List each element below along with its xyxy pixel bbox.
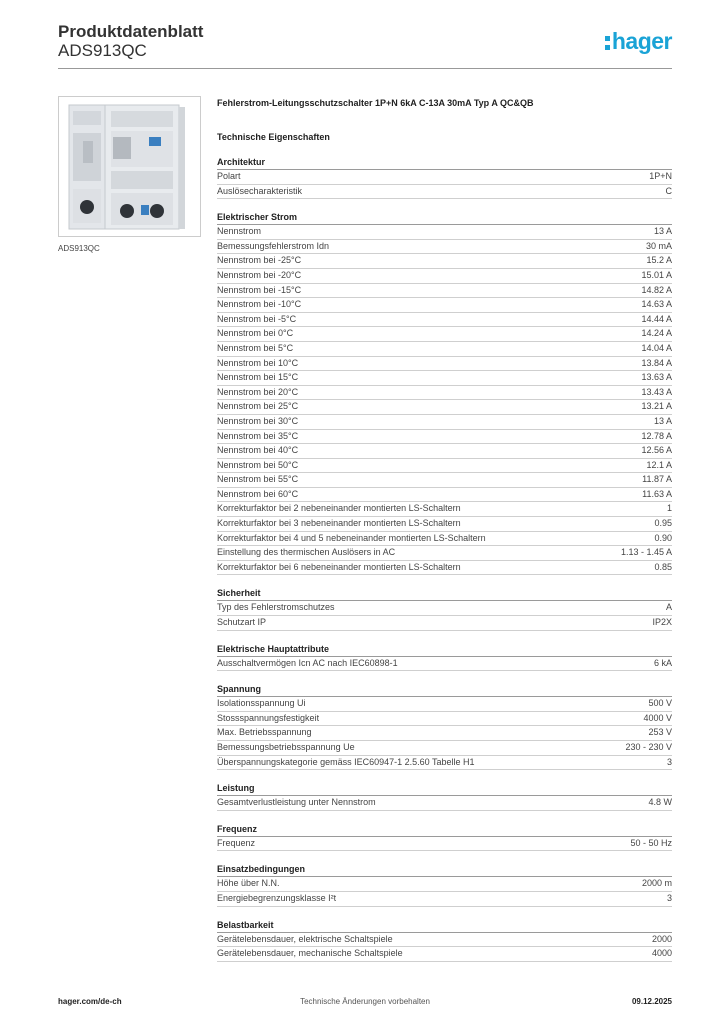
property-value: 13 A	[653, 226, 672, 237]
property-value: 12.1 A	[646, 459, 672, 470]
property-label: Nennstrom bei 40°C	[217, 445, 299, 456]
property-value: 4000	[651, 948, 672, 959]
property-value: 0.85	[654, 561, 672, 572]
property-label: Nennstrom bei 35°C	[217, 430, 299, 441]
property-row	[217, 796, 672, 811]
property-row	[217, 415, 672, 430]
logo-text: hager	[611, 27, 672, 54]
section-title: Elektrischer Strom	[217, 210, 672, 225]
property-row	[217, 892, 672, 907]
footer-date: 09.12.2025	[631, 997, 672, 1006]
property-row	[217, 313, 672, 328]
property-value: 1.13 - 1.45 A	[620, 547, 672, 558]
property-label: Nennstrom bei -15°C	[217, 284, 302, 295]
property-label: Typ des Fehlerstromschutzes	[217, 602, 335, 613]
section-title: Einsatzbedingungen	[217, 862, 672, 877]
section-title: Leistung	[217, 781, 672, 796]
property-value: 12.56 A	[641, 445, 672, 456]
property-label: Korrekturfaktor bei 2 nebeneinander montierten LS-Schaltern	[217, 503, 461, 514]
property-label: Korrekturfaktor bei 4 und 5 nebeneinander montierten LS-Schaltern	[217, 532, 486, 543]
property-row	[217, 240, 672, 255]
property-row	[217, 327, 672, 342]
breaker-illustration	[59, 97, 200, 236]
property-value: 11.63 A	[642, 488, 672, 499]
property-value: 230 - 230 V	[625, 742, 672, 752]
property-label: Nennstrom bei -20°C	[217, 269, 302, 280]
product-title: Fehlerstrom-Leitungsschutzschalter 1P+N 6kA C-13A 30mA Typ A QC&QB	[217, 98, 534, 108]
property-label: Nennstrom bei 30°C	[217, 415, 299, 426]
property-value: 4.8 W	[648, 797, 672, 808]
property-section	[217, 210, 672, 575]
property-label: Max. Betriebsspannung	[217, 727, 312, 738]
property-value: C	[665, 185, 672, 196]
property-value: 15.01 A	[641, 269, 672, 280]
property-row	[217, 756, 672, 771]
property-value: 500 V	[648, 698, 672, 709]
properties-heading: Technische Eigenschaften	[217, 132, 330, 142]
property-value: 14.44 A	[641, 313, 672, 324]
property-row	[217, 473, 672, 488]
product-content	[217, 96, 672, 962]
property-label: Polart	[217, 171, 241, 181]
property-label: Korrekturfaktor bei 6 nebeneinander montierten LS-Schaltern	[217, 561, 461, 572]
property-row	[217, 712, 672, 727]
property-label: Isolationsspannung Ui	[217, 698, 306, 709]
property-row	[217, 488, 672, 503]
property-row	[217, 284, 672, 299]
property-value: 3	[666, 756, 672, 767]
property-label: Gesamtverlustleistung unter Nennstrom	[217, 797, 376, 808]
property-row	[217, 254, 672, 269]
property-value: 0.95	[654, 518, 672, 529]
property-row	[217, 517, 672, 532]
property-label: Gerätelebensdauer, elektrische Schaltspiele	[217, 933, 393, 944]
product-code: ADS913QC	[58, 41, 147, 60]
footer-disclaimer: Technische Änderungen vorbehalten	[300, 997, 430, 1006]
property-row	[217, 561, 672, 576]
property-label: Stossspannungsfestigkeit	[217, 712, 320, 723]
property-value: 30 mA	[645, 240, 672, 251]
section-title: Frequenz	[217, 822, 672, 837]
section-title: Sicherheit	[217, 586, 672, 601]
section-title: Spannung	[217, 682, 672, 697]
property-value: 14.63 A	[641, 299, 672, 310]
property-label: Nennstrom bei 15°C	[217, 372, 299, 383]
property-value: 1P+N	[649, 171, 672, 181]
property-value: 1	[666, 503, 672, 514]
property-label: Schutzart IP	[217, 617, 267, 628]
section-title: Elektrische Hauptattribute	[217, 642, 672, 657]
property-row	[217, 546, 672, 561]
property-row	[217, 877, 672, 892]
property-label: Höhe über N.N.	[217, 878, 280, 889]
property-row	[217, 269, 672, 284]
property-label: Überspannungskategorie gemäss IEC60947-1 2.5.60 Tabelle H1	[217, 756, 475, 767]
property-label: Bemessungsfehlerstrom Idn	[217, 240, 330, 251]
property-label: Nennstrom bei 50°C	[217, 459, 299, 470]
property-row	[217, 386, 672, 401]
property-value: 12.78 A	[641, 430, 672, 441]
property-value: 11.87 A	[642, 474, 672, 485]
property-section	[217, 642, 672, 672]
property-row	[217, 502, 672, 517]
property-section	[217, 862, 672, 906]
logo-colon-mark	[605, 36, 610, 50]
property-section	[217, 586, 672, 630]
property-value: 13.63 A	[641, 372, 672, 383]
property-value: 2000	[651, 933, 672, 944]
hager-logo	[605, 26, 672, 56]
property-row	[217, 616, 672, 631]
property-label: Nennstrom bei 10°C	[217, 357, 299, 368]
property-row	[217, 657, 672, 672]
property-label: Nennstrom bei 25°C	[217, 401, 299, 412]
property-row	[217, 947, 672, 962]
property-value: 3	[666, 892, 672, 903]
property-sections	[217, 155, 672, 962]
property-section	[217, 682, 672, 770]
property-row	[217, 601, 672, 616]
property-label: Korrekturfaktor bei 3 nebeneinander montierten LS-Schaltern	[217, 518, 461, 529]
property-label: Nennstrom bei 0°C	[217, 328, 294, 339]
property-value: 14.24 A	[641, 328, 672, 339]
property-label: Nennstrom bei 5°C	[217, 342, 294, 353]
property-value: 50 - 50 Hz	[630, 837, 672, 848]
property-value: IP2X	[652, 617, 672, 628]
property-value: 14.82 A	[641, 284, 672, 295]
property-value: 13.21 A	[641, 401, 672, 412]
property-row	[217, 185, 672, 200]
property-value: 2000 m	[641, 878, 672, 889]
page-header	[58, 20, 672, 68]
property-value: 0.90	[654, 532, 672, 543]
property-label: Nennstrom bei -10°C	[217, 299, 302, 310]
property-section	[217, 822, 672, 852]
property-label: Gerätelebensdauer, mechanische Schaltspiele	[217, 948, 403, 959]
property-value: 14.04 A	[641, 342, 672, 353]
property-row	[217, 371, 672, 386]
property-label: Frequenz	[217, 837, 256, 848]
product-image	[58, 96, 201, 237]
property-row	[217, 837, 672, 852]
header-divider	[58, 68, 672, 69]
property-value: 6 kA	[653, 657, 672, 668]
property-label: Nennstrom bei -5°C	[217, 313, 297, 324]
property-value: 4000 V	[643, 712, 672, 723]
section-title: Architektur	[217, 155, 672, 170]
property-value: 13.84 A	[641, 357, 672, 368]
property-row	[217, 357, 672, 372]
property-row	[217, 697, 672, 712]
property-row	[217, 933, 672, 948]
property-label: Nennstrom bei -25°C	[217, 255, 302, 266]
property-label: Bemessungsbetriebsspannung Ue	[217, 742, 355, 752]
property-label: Nennstrom bei 20°C	[217, 386, 299, 397]
property-label: Nennstrom bei 55°C	[217, 474, 299, 485]
image-caption: ADS913QC	[58, 244, 100, 253]
property-row	[217, 444, 672, 459]
property-row	[217, 225, 672, 240]
property-row	[217, 430, 672, 445]
property-row	[217, 532, 672, 547]
property-label: Ausschaltvermögen Icn AC nach IEC60898-1	[217, 657, 398, 668]
property-value: 13.43 A	[641, 386, 672, 397]
property-row	[217, 726, 672, 741]
property-row	[217, 298, 672, 313]
section-title: Belastbarkeit	[217, 918, 672, 933]
property-value: 15.2 A	[646, 255, 672, 266]
property-row	[217, 459, 672, 474]
property-label: Nennstrom	[217, 226, 262, 237]
property-section	[217, 155, 672, 199]
footer-website: hager.com/de-ch	[58, 997, 122, 1006]
property-section	[217, 918, 672, 962]
property-value: A	[665, 602, 672, 613]
property-value: 13 A	[653, 415, 672, 426]
property-label: Einstellung des thermischen Auslösers in AC	[217, 547, 396, 558]
property-label: Nennstrom bei 60°C	[217, 488, 299, 499]
property-row	[217, 741, 672, 756]
property-value: 253 V	[648, 727, 672, 738]
property-row	[217, 400, 672, 415]
property-label: Auslösecharakteristik	[217, 185, 303, 196]
property-section	[217, 781, 672, 811]
page-footer	[58, 997, 672, 1009]
page-title: Produktdatenblatt	[58, 22, 204, 41]
property-label: Energiebegrenzungsklasse I²t	[217, 892, 337, 903]
property-row	[217, 170, 672, 185]
property-row	[217, 342, 672, 357]
